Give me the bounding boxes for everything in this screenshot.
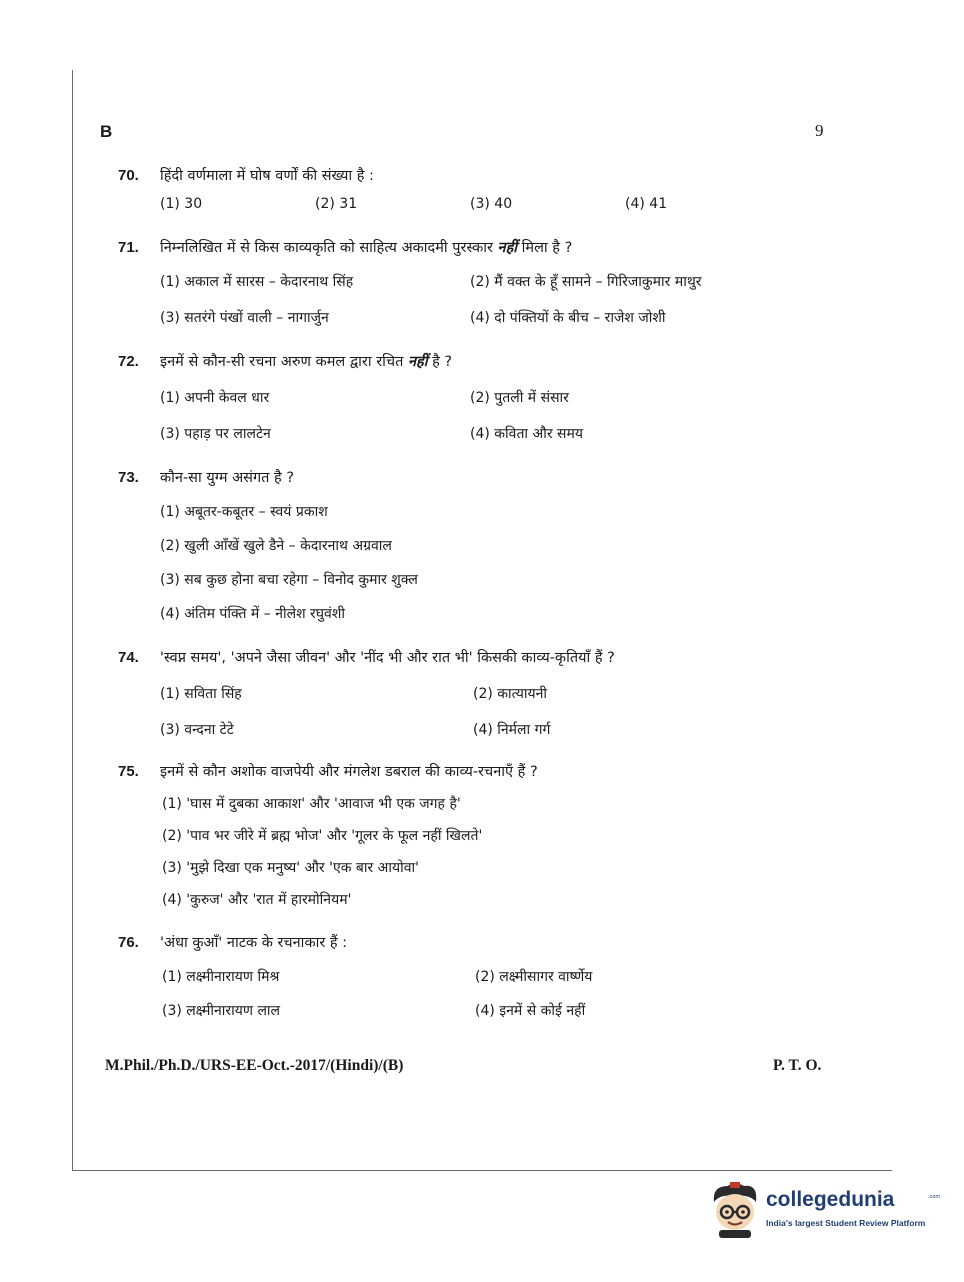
option-4: (4) 41 [625,196,668,212]
option-2: (2) लक्ष्मीसागर वार्ष्णेय [475,969,593,985]
question-number: 70. [118,167,139,184]
question-71 [118,238,838,338]
page-number: 9 [815,121,824,140]
mascot-icon [704,1180,764,1240]
question-76 [118,933,838,1033]
question-70 [118,166,838,216]
option-4: (4) अंतिम पंक्ति में – नीलेश रघुवंशी [160,606,345,622]
question-emphasis: नहीं [408,354,428,370]
paper-code: M.Phil./Ph.D./URS-EE-Oct.-2017/(Hindi)/(B) [105,1057,404,1074]
question-number: 73. [118,469,139,486]
question-text-main: निम्नलिखित में से किस काव्यकृति को साहित्य अकादमी पुरस्कार [160,240,493,256]
option-3: (3) लक्ष्मीनारायण लाल [162,1003,281,1019]
question-text: कौन-सा युग्म असंगत है ? [160,470,295,486]
question-text: हिंदी वर्णमाला में घोष वर्णों की संख्या है : [160,168,374,184]
option-3: (3) वन्दना टेटे [160,722,234,738]
option-3: (3) पहाड़ पर लालटेन [160,426,271,442]
question-text: 'स्वप्न समय', 'अपने जैसा जीवन' और 'नींद भी और रात भी' किसकी काव्य-कृतियाँ हैं ? [160,650,615,666]
question-number: 75. [118,763,139,780]
option-3: (3) सतरंगे पंखों वाली – नागार्जुन [160,310,329,326]
option-1: (1) सविता सिंह [160,686,242,702]
question-emphasis: नहीं [497,240,518,256]
question-text: 'अंधा कुआँ' नाटक के रचनाकार हैं : [160,935,348,951]
question-74 [118,648,838,748]
set-code: B [100,122,113,141]
question-number: 71. [118,239,139,256]
page-border-bottom [72,1170,892,1171]
option-3: (3) 40 [470,196,513,212]
question-text-end: मिला है ? [521,240,573,256]
question-text-main: इनमें से कौन-सी रचना अरुण कमल द्वारा रचित [160,354,404,370]
option-4: (4) कविता और समय [470,426,583,442]
option-4: (4) इनमें से कोई नहीं [475,1003,586,1019]
question-number: 72. [118,353,139,370]
brand-tagline: India's largest Student Review Platform [766,1218,926,1228]
question-72 [118,352,838,452]
question-number: 76. [118,934,139,951]
option-4: (4) 'कुरुज' और 'रात में हारमोनियम' [162,892,352,908]
option-1: (1) लक्ष्मीनारायण मिश्र [162,969,280,985]
collegedunia-watermark [704,1180,941,1240]
question-text [160,352,838,372]
option-3: (3) 'मुझे दिखा एक मनुष्य' और 'एक बार आयोवा' [162,860,419,876]
pto-label: P. T. O. [773,1057,822,1074]
option-1: (1) अकाल में सारस – केदारनाथ सिंह [160,274,354,290]
question-text [160,238,838,258]
option-4: (4) निर्मला गर्ग [473,722,551,738]
option-2: (2) पुतली में संसार [470,390,569,406]
option-1: (1) 30 [160,196,203,212]
option-2: (2) खुली आँखें खुले डैने – केदारनाथ अग्रवाल [160,538,392,554]
option-2: (2) कात्यायनी [473,686,547,702]
brand-suffix: .com [928,1194,941,1200]
option-1: (1) अपनी केवल धार [160,390,270,406]
option-2: (2) 'पाव भर जीरे में ब्रह्म भोज' और 'गूलर के फूल नहीं खिलते' [162,828,483,844]
question-text-end: है ? [432,354,453,370]
question-text: इनमें से कौन अशोक वाजपेयी और मंगलेश डबराल की काव्य-रचनाएँ हैं ? [160,764,538,780]
option-4: (4) दो पंक्तियों के बीच – राजेश जोशी [470,310,666,326]
brand-name: collegedunia [766,1188,895,1211]
option-2: (2) मैं वक्त के हूँ सामने – गिरिजाकुमार माथुर [470,274,702,290]
option-1: (1) 'घास में दुबका आकाश' और 'आवाज भी एक जगह है' [162,796,461,812]
option-2: (2) 31 [315,196,358,212]
question-73 [118,468,838,638]
option-1: (1) अबूतर-कबूतर – स्वयं प्रकाश [160,504,328,520]
option-3: (3) सब कुछ होना बचा रहेगा – विनोद कुमार शुक्ल [160,572,418,588]
question-75 [118,762,838,932]
page-border-left [72,70,73,1170]
question-number: 74. [118,649,139,666]
